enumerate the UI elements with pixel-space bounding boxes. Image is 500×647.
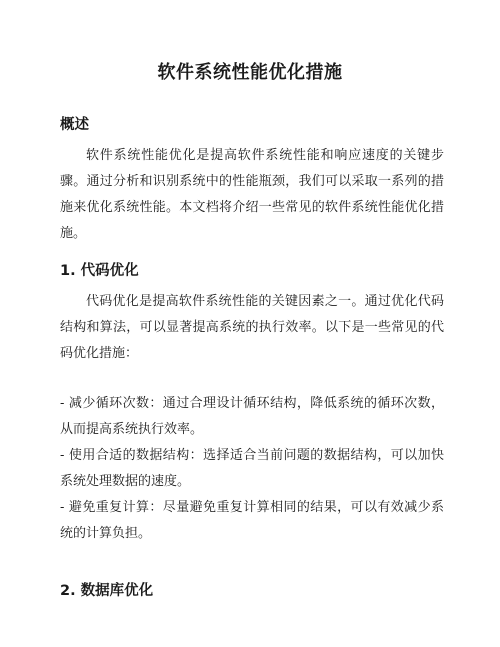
list-item-data-structures: - 使用合适的数据结构：选择适合当前问题的数据结构，可以加快系统处理数据的速度。 <box>60 448 444 489</box>
database-optimization-section <box>60 581 444 601</box>
database-optimization-heading: 2. 数据库优化 <box>60 583 154 599</box>
list-item-avoid-recompute: - 避免重复计算：尽量避免重复计算相同的结果，可以有效减少系统的计算负担。 <box>60 500 444 541</box>
document-title: 软件系统性能优化措施 <box>157 62 343 83</box>
code-optimization-heading: 1. 代码优化 <box>60 263 139 279</box>
list-item-reduce-loops: - 减少循环次数：通过合理设计循环结构，降低系统的循环次数，从而提高系统执行效率。 <box>60 396 444 437</box>
overview-section <box>60 115 444 247</box>
code-optimization-intro: 代码优化是提高软件系统性能的关键因素之一。通过优化代码结构和算法，可以显著提高系统的执行效率。以下是一些常见的代码优化措施： <box>60 294 444 361</box>
overview-heading: 概述 <box>60 117 89 133</box>
document-body <box>60 115 444 601</box>
overview-paragraph: 软件系统性能优化是提高软件系统性能和响应速度的关键步骤。通过分析和识别系统中的性能瓶颈，我们可以采取一系列的措施来优化系统性能。本文档将介绍一些常见的软件系统性能优化措施。 <box>60 148 444 241</box>
paragraph-spacer <box>60 367 444 391</box>
code-optimization-section <box>60 261 444 547</box>
